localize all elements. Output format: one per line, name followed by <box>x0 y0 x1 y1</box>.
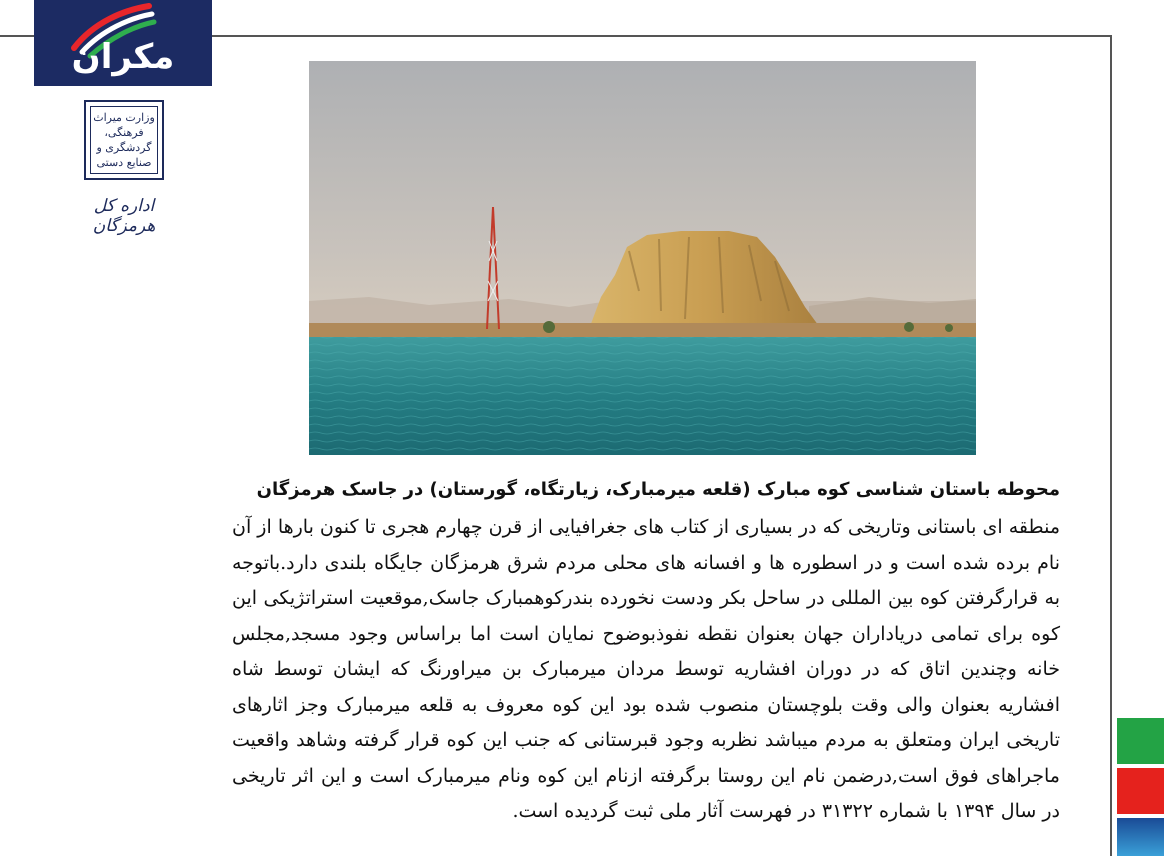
kuh-mobarak-photo <box>309 61 976 455</box>
ministry-seal <box>84 100 164 180</box>
article-title: محوطه باستان شناسی کوه مبارک (قلعه میرمبارک، زیارتگاه، گورستان) در جاسک هرمزگان <box>256 479 1060 500</box>
red-stripe <box>1117 768 1164 814</box>
ministry-seal-text: وزارت میراث فرهنگی، گردشگری و صنایع دستی <box>93 111 155 169</box>
green-stripe <box>1117 718 1164 764</box>
brand-name: مکران <box>71 37 175 77</box>
makran-logo <box>34 0 212 86</box>
office-name: اداره کل هرمزگان <box>92 196 156 236</box>
right-border-line <box>1110 35 1112 856</box>
flag-stripes <box>1117 718 1164 856</box>
blue-stripe <box>1117 818 1164 856</box>
article-body: منطقه ای باستانی وتاریخی که در بسیاری از کتاب های جغرافیایی از قرن چهارم هجری تا کنون بارها از آن نام برده شده است و در اسطوره ها و افسانه های محلی مردم شرق هرمزگان جایگاه بلندی دارد.باتوجه به قرارگرفتن کوه بین المللی در ساحل بکر ودست نخورده بندرکوهمبارک جاسک,موقعیت استراتژیکی این کوه برای تمامی دریاداران جهان بعنوان نقطه نفوذبوضوح نمایان است اما براساس وجود مسجد,مجلس خانه وچندین اتاق که در دوران افشاریه توسط مردان میرمبارک بن میراورنگ که ایشان توسط شاه افشاریه بعنوان والی وقت بلوچستان منصوب شده بود این کوه معروف به قلعه میرمبارک وجز اثارهای تاریخی ایران ومتعلق به مردم میباشد نظربه وجود قبرستانی که جنب این کوه قرار گرفته وشاهد واقعیت ماجراهای فوق است,درضمن نام این روستا برگرفته ازنام این کوه ونام میرمبارک است و این اثر تاریخی در سال ۱۳۹۴ با شماره ۳۱۳۲۲ در فهرست آثار ملی ثبت گردیده است. <box>232 516 1060 822</box>
